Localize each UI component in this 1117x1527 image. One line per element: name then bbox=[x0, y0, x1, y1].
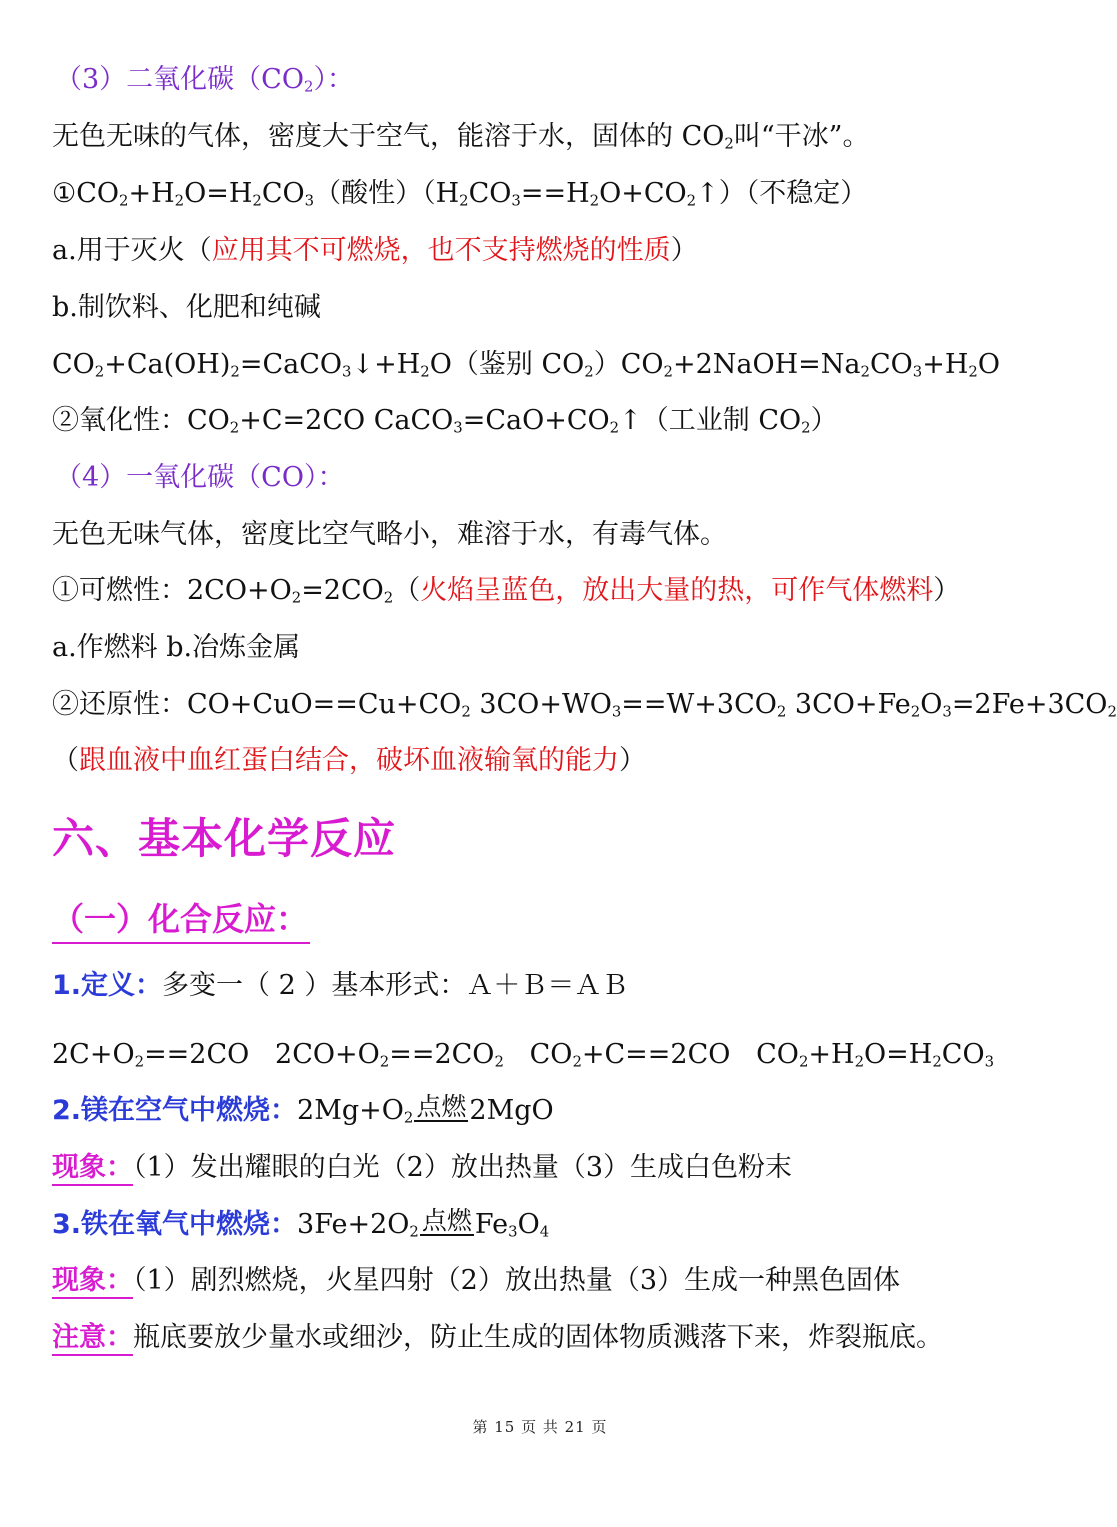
co-heading: （4）一氧化碳（CO）： bbox=[55, 462, 345, 493]
section-heading: 六、基本化学反应 bbox=[52, 814, 397, 863]
co-description: 无色无味气体，密度比空气略小，难溶于水，有毒气体。 bbox=[52, 519, 727, 550]
co2-reaction-1: $①CO_2+H_2O=H_2CO_3$（酸性）$(H_2CO_3==H_2O+CO_2↑)$（不稳定） bbox=[52, 178, 868, 210]
definition: 1.定义：多变一（ 2 ）基本形式：Ａ＋Ｂ＝ＡＢ bbox=[52, 970, 629, 1001]
co2-reaction-2: $CO_2+Ca(OH)_2=CaCO_3↓+H_2O$（鉴别 $CO_2)CO_2+2NaOH=Na_2CO_3+H_2O$ bbox=[52, 349, 1000, 381]
note: 注意：瓶底要放少量水或细沙，防止生成的固体物质溅落下来，炸裂瓶底。 bbox=[52, 1318, 943, 1358]
co2-oxidation: ②氧化性：$CO_2+C=2CO$ $CaCO_3=CaO+CO_2↑$（工业制 $CO_2$） bbox=[52, 405, 838, 437]
co-toxicity: （跟血液中血红蛋白结合，破坏血液输氧的能力） bbox=[52, 745, 646, 776]
co-uses: a.作燃料 b.冶炼金属 bbox=[52, 632, 301, 663]
co2-use-a: a.用于灭火（应用其不可燃烧，也不支持燃烧的性质） bbox=[52, 235, 698, 266]
fe-combustion: 3.铁在氧气中燃烧：$3Fe+2O_2$ 点燃 $Fe_3O_4$ bbox=[52, 1206, 550, 1241]
reaction-condition: 点燃 bbox=[421, 1206, 472, 1235]
mg-phenomenon: 现象：（1）发出耀眼的白光（2）放出热量（3）生成白色粉末 bbox=[52, 1148, 792, 1188]
page-footer: 第 15 页 共 21 页 bbox=[472, 1418, 608, 1436]
co2-heading: （3）二氧化碳$(CO_2)$： bbox=[55, 64, 354, 96]
fe-phenomenon: 现象：（1）剧烈燃烧，火星四射（2）放出热量（3）生成一种黑色固体 bbox=[52, 1261, 900, 1301]
mg-combustion: 2.镁在空气中燃烧：$2Mg+O_2$ 点燃 2MgO bbox=[52, 1092, 554, 1127]
subsection-heading: （一）化合反应： bbox=[52, 894, 310, 944]
co2-use-b: b.制饮料、化肥和纯碱 bbox=[52, 292, 321, 323]
combination-equations: $2C+O_2==2CO$ $2CO+O_2==2CO_2$ $CO_2+C==2CO$ $CO_2+H_2O=H_2CO_3$ bbox=[52, 1039, 995, 1071]
co-combustion: ①可燃性：$2CO+O_2=2CO_2$（火焰呈蓝色，放出大量的热，可作气体燃料） bbox=[52, 575, 961, 607]
co2-description: 无色无味的气体，密度大于空气，能溶于水，固体的 $CO_2$叫“干冰”。 bbox=[52, 121, 870, 153]
co-reduction: ②还原性：$CO+CuO==Cu+CO_2$ $3CO+WO_3==W+3CO_2$ $3CO+Fe_2O_3=2Fe+3CO_2$ bbox=[52, 689, 1117, 721]
reaction-condition: 点燃 bbox=[416, 1092, 467, 1121]
